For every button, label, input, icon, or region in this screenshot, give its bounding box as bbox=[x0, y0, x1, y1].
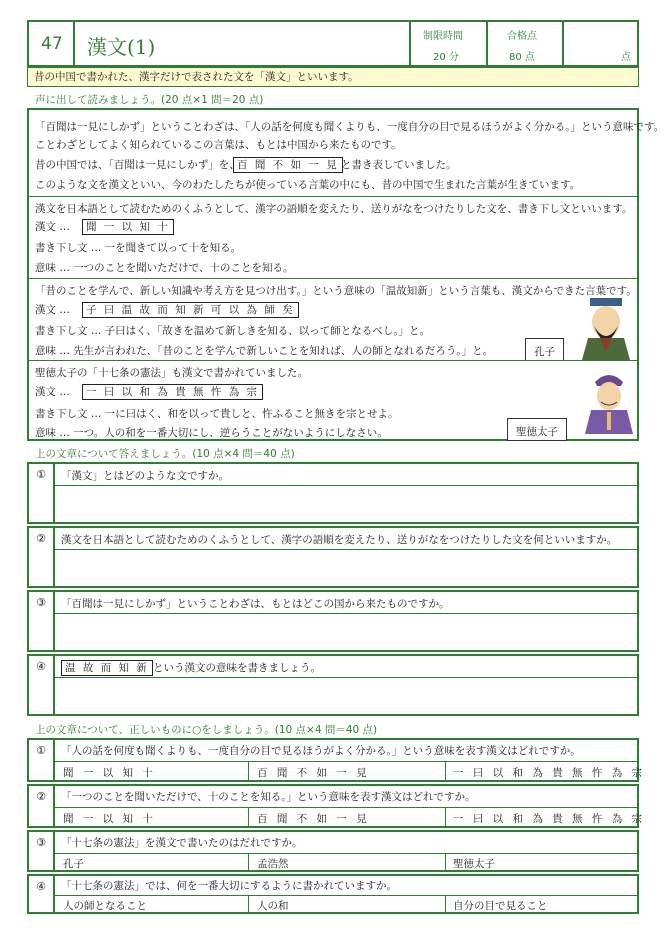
page-title: 漢文(1) bbox=[87, 35, 156, 59]
mc-2-option-1[interactable]: 聞 一 以 知 十 bbox=[63, 813, 156, 825]
score-field[interactable] bbox=[564, 22, 637, 65]
kanbun-box-ichi: 一 曰 以 和 為 貴 無 忤 為 宗 bbox=[82, 384, 263, 400]
question-1-text: 「漢文」とはどのような文ですか。 bbox=[61, 470, 229, 482]
mc-2-number: ② bbox=[29, 786, 55, 826]
confucius-label bbox=[525, 338, 564, 361]
reading-block2-kakikudashi: 書き下し文 … 一を聞きて以って十を知る。 bbox=[35, 242, 242, 254]
mc-3-option-1[interactable]: 孔子 bbox=[63, 858, 84, 870]
question-3-text: 「百聞は一見にしかず」ということわざは、もとはどこの国から来たものですか。 bbox=[61, 598, 450, 610]
mc-question-4 bbox=[27, 874, 639, 914]
kanbun-box-bunichi: 聞 一 以 知 十 bbox=[82, 219, 174, 235]
section3-title: 上の文章について、正しいものに○をしましょう。(10 点×4 問＝40 点) bbox=[35, 724, 378, 736]
mc-4-option-2[interactable]: 人の和 bbox=[257, 900, 289, 912]
mc-3-text: 「十七条の憲法」を漢文で書いたのはだれですか。 bbox=[61, 837, 303, 849]
reading-block2-line1: 漢文を日本語として読むためのくふうとして、漢字の語順を変えたり、送りがなをつけたりした文を、書き下し文といいます。 bbox=[35, 203, 633, 215]
answer-field-3[interactable] bbox=[57, 615, 635, 648]
reading-block2-meaning: 意味 … 一つのことを聞いただけで、十のことを知る。 bbox=[35, 262, 294, 274]
kanbun-box-hyakubun: 百 聞 不 如 一 見 bbox=[233, 157, 343, 173]
reading-block1-line3a: 昔の中国では、「百聞は一見にしかず」を、 bbox=[35, 159, 240, 171]
question-1-number: ① bbox=[29, 464, 55, 522]
question-2-text: 漢文を日本語として読むためのくふうとして、漢字の語順を変えたり、送りがなをつけたりした文を何といいますか。 bbox=[61, 534, 618, 546]
mc-question-3 bbox=[27, 830, 639, 872]
score-unit: 点 bbox=[621, 52, 631, 63]
worksheet-number: 47 bbox=[41, 34, 63, 54]
reading-block4-meaning: 意味 … 一つ。人の和を一番大切にし、逆らうことがないようにしなさい。 bbox=[35, 427, 388, 439]
mc-4-number: ④ bbox=[29, 876, 55, 912]
question-3-number: ③ bbox=[29, 592, 55, 650]
reading-block3-kakikudashi: 書き下し文 … 子曰はく、「故きを温めて新しきを知る、以って師となるべし。」と。 bbox=[35, 325, 430, 337]
section1-title: 声に出して読みましょう。(20 点×1 問＝20 点) bbox=[35, 94, 264, 106]
mc-1-text: 「人の話を何度も聞くよりも、一度自分の目で見るほうがよく分かる。」という意味を表す漢文はどれですか。 bbox=[61, 745, 581, 757]
reading-block3-meaning: 意味 … 先生が言われた、「昔のことを学んで新しいことを知れば、人の師となれるだろう。」と。 bbox=[35, 345, 494, 357]
mc-4-option-1[interactable]: 人の師となること bbox=[63, 900, 147, 912]
mc-2-option-3[interactable]: 一 曰 以 和 為 貴 無 忤 為 宗 bbox=[453, 813, 646, 825]
shotoku-taishi-illustration bbox=[581, 368, 637, 434]
time-limit-label: 制限時間 bbox=[423, 31, 463, 42]
mc-1-number: ① bbox=[29, 740, 55, 780]
reading-block2-kanbun-label: 漢文 … bbox=[35, 221, 70, 233]
mc-1-option-2[interactable]: 百 聞 不 如 一 見 bbox=[257, 767, 370, 779]
time-limit-value: 20 分 bbox=[433, 52, 459, 63]
reading-box bbox=[27, 108, 665, 441]
reading-block1-line4: このような文を漢文といい、今のわたしたちが使っている言葉の中にも、昔の中国で生まれた言葉が生きています。 bbox=[35, 179, 581, 191]
question-1 bbox=[27, 462, 639, 524]
intro-text: 昔の中国で書かれた、漢字だけで表された文を「漢文」といいます。 bbox=[34, 71, 359, 83]
confucius-illustration bbox=[576, 294, 636, 360]
intro-bar bbox=[27, 67, 639, 87]
confucius-name: 孔子 bbox=[534, 346, 555, 358]
reading-block1-line2: ことわざとしてよく知られているこの言葉は、もとは中国から来たものです。 bbox=[35, 139, 402, 151]
mc-3-number: ③ bbox=[29, 832, 55, 870]
answer-field-2[interactable] bbox=[57, 551, 635, 584]
pass-score-value: 80 点 bbox=[509, 52, 535, 63]
section2-title: 上の文章について答えましょう。(10 点×4 問＝40 点) bbox=[35, 448, 295, 460]
question-3 bbox=[27, 590, 639, 652]
mc-3-option-3[interactable]: 聖徳太子 bbox=[453, 858, 495, 870]
question-4 bbox=[27, 654, 639, 716]
answer-field-1[interactable] bbox=[57, 487, 635, 520]
question-4-kanbun-box: 温 故 而 知 新 bbox=[61, 660, 153, 676]
reading-block3-line1: 「昔のことを学んで、新しい知識や考え方を見つけ出す。」という意味の「温故知新」という言葉も、漢文からできた言葉です。 bbox=[35, 285, 637, 297]
shotoku-taishi-name: 聖徳太子 bbox=[516, 426, 558, 438]
reading-block4-kanbun-label: 漢文 … bbox=[35, 386, 70, 398]
reading-block1-line1: 「百聞は一見にしかず」ということわざは、「人の話を何度も聞くよりも、一度自分の目で見るほうがよく分かる。」という意味です。 bbox=[35, 121, 665, 133]
reading-block3-kanbun-label: 漢文 … bbox=[35, 304, 70, 316]
mc-2-option-2[interactable]: 百 聞 不 如 一 見 bbox=[257, 813, 370, 825]
mc-2-text: 「一つのことを聞いただけで、十のことを知る。」という意味を表す漢文はどれですか。 bbox=[61, 791, 476, 803]
kanbun-box-onko: 子 曰 温 故 而 知 新 可 以 為 師 矣 bbox=[82, 302, 299, 318]
question-4-number: ④ bbox=[29, 656, 55, 714]
shotoku-taishi-label bbox=[507, 418, 567, 441]
mc-1-option-1[interactable]: 聞 一 以 知 十 bbox=[63, 767, 156, 779]
mc-question-1 bbox=[27, 738, 646, 782]
question-2 bbox=[27, 526, 639, 588]
mc-3-option-2[interactable]: 孟浩然 bbox=[257, 858, 289, 870]
question-2-number: ② bbox=[29, 528, 55, 586]
mc-question-2 bbox=[27, 784, 646, 828]
mc-4-text: 「十七条の憲法」では、何を一番大切にするように書かれていますか。 bbox=[61, 880, 397, 892]
reading-block4-kakikudashi: 書き下し文 … 一に曰はく、和を以って貴しと、忤ふること無きを宗とせよ。 bbox=[35, 408, 399, 420]
mc-1-option-3[interactable]: 一 曰 以 和 為 貴 無 忤 為 宗 bbox=[453, 767, 646, 779]
header bbox=[27, 20, 639, 67]
question-4-text: という漢文の意味を書きましょう。 bbox=[153, 662, 321, 674]
reading-block1-line3b: と書き表していました。 bbox=[341, 159, 457, 171]
mc-4-option-3[interactable]: 自分の目で見ること bbox=[453, 900, 548, 912]
pass-score-label: 合格点 bbox=[507, 31, 537, 42]
answer-field-4[interactable] bbox=[57, 679, 635, 712]
reading-block4-line1: 聖徳太子の「十七条の憲法」も漢文で書かれていました。 bbox=[35, 367, 308, 379]
